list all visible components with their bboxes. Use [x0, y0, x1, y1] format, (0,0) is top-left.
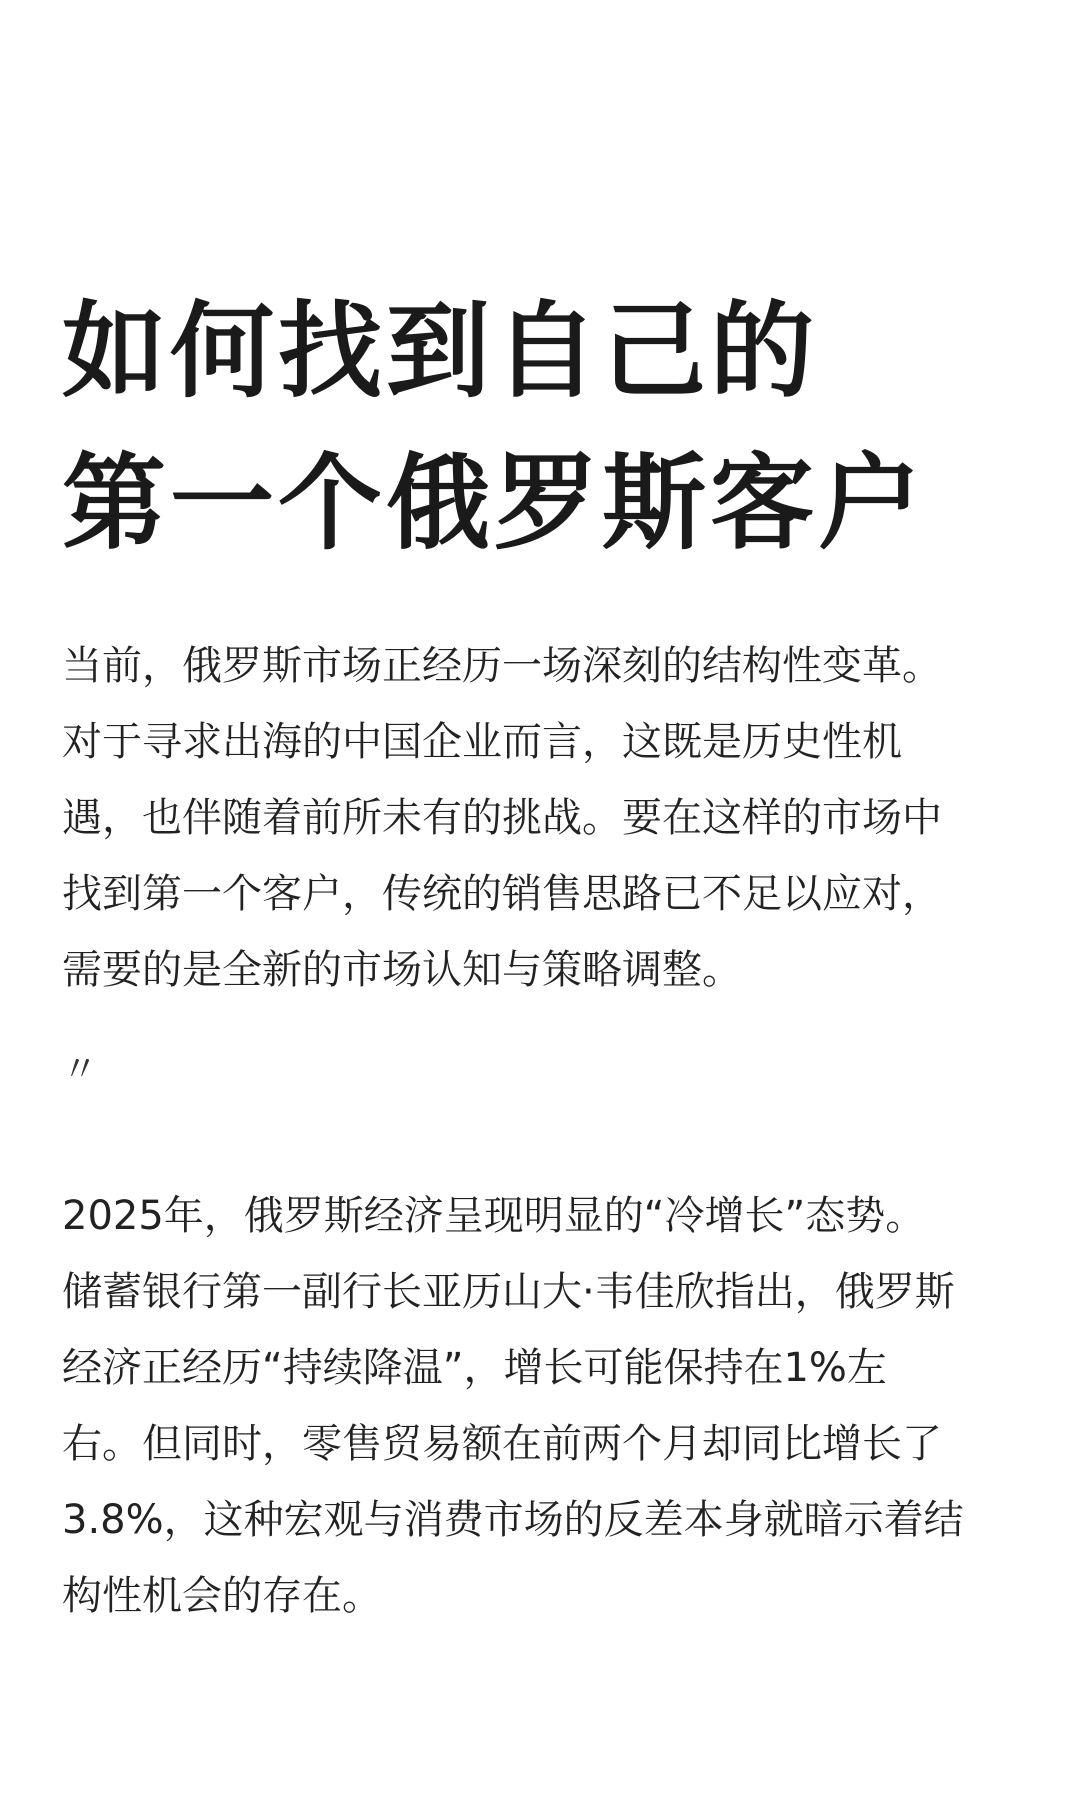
paragraph-line: 需要的是全新的市场认知与策略调整。	[62, 947, 742, 993]
section-paragraph	[62, 1178, 1032, 1634]
paragraph-line: 当前，俄罗斯市场正经历一场深刻的结构性变革。	[62, 643, 942, 689]
paragraph-line: 右。但同时，零售贸易额在前两个月却同比增长了	[62, 1421, 942, 1467]
article-title	[62, 275, 1042, 579]
paragraph-line: 经济正经历“持续降温”，增长可能保持在1%左	[62, 1345, 887, 1391]
title-line: 第一个俄罗斯客户	[62, 441, 927, 564]
paragraph-line: 储蓄银行第一副行长亚历山大·韦佳欣指出，俄罗斯	[62, 1269, 955, 1315]
paragraph-line: 2025年，俄罗斯经济呈现明显的“冷增长”态势。	[62, 1193, 926, 1239]
paragraph-line: 找到第一个客户，传统的销售思路已不足以应对，	[62, 871, 942, 917]
paragraph-line: 构性机会的存在。	[62, 1573, 382, 1619]
title-line: 如何找到自己的	[62, 289, 819, 412]
paragraph-line: 对于寻求出海的中国企业而言，这既是历史性机	[62, 719, 902, 765]
paragraph-line: 3.8%，这种宏观与消费市场的反差本身就暗示着结	[62, 1497, 964, 1543]
intro-paragraph	[62, 628, 1032, 1008]
quote-mark: 〃	[62, 1049, 99, 1090]
paragraph-line: 遇，也伴随着前所未有的挑战。要在这样的市场中	[62, 795, 942, 841]
